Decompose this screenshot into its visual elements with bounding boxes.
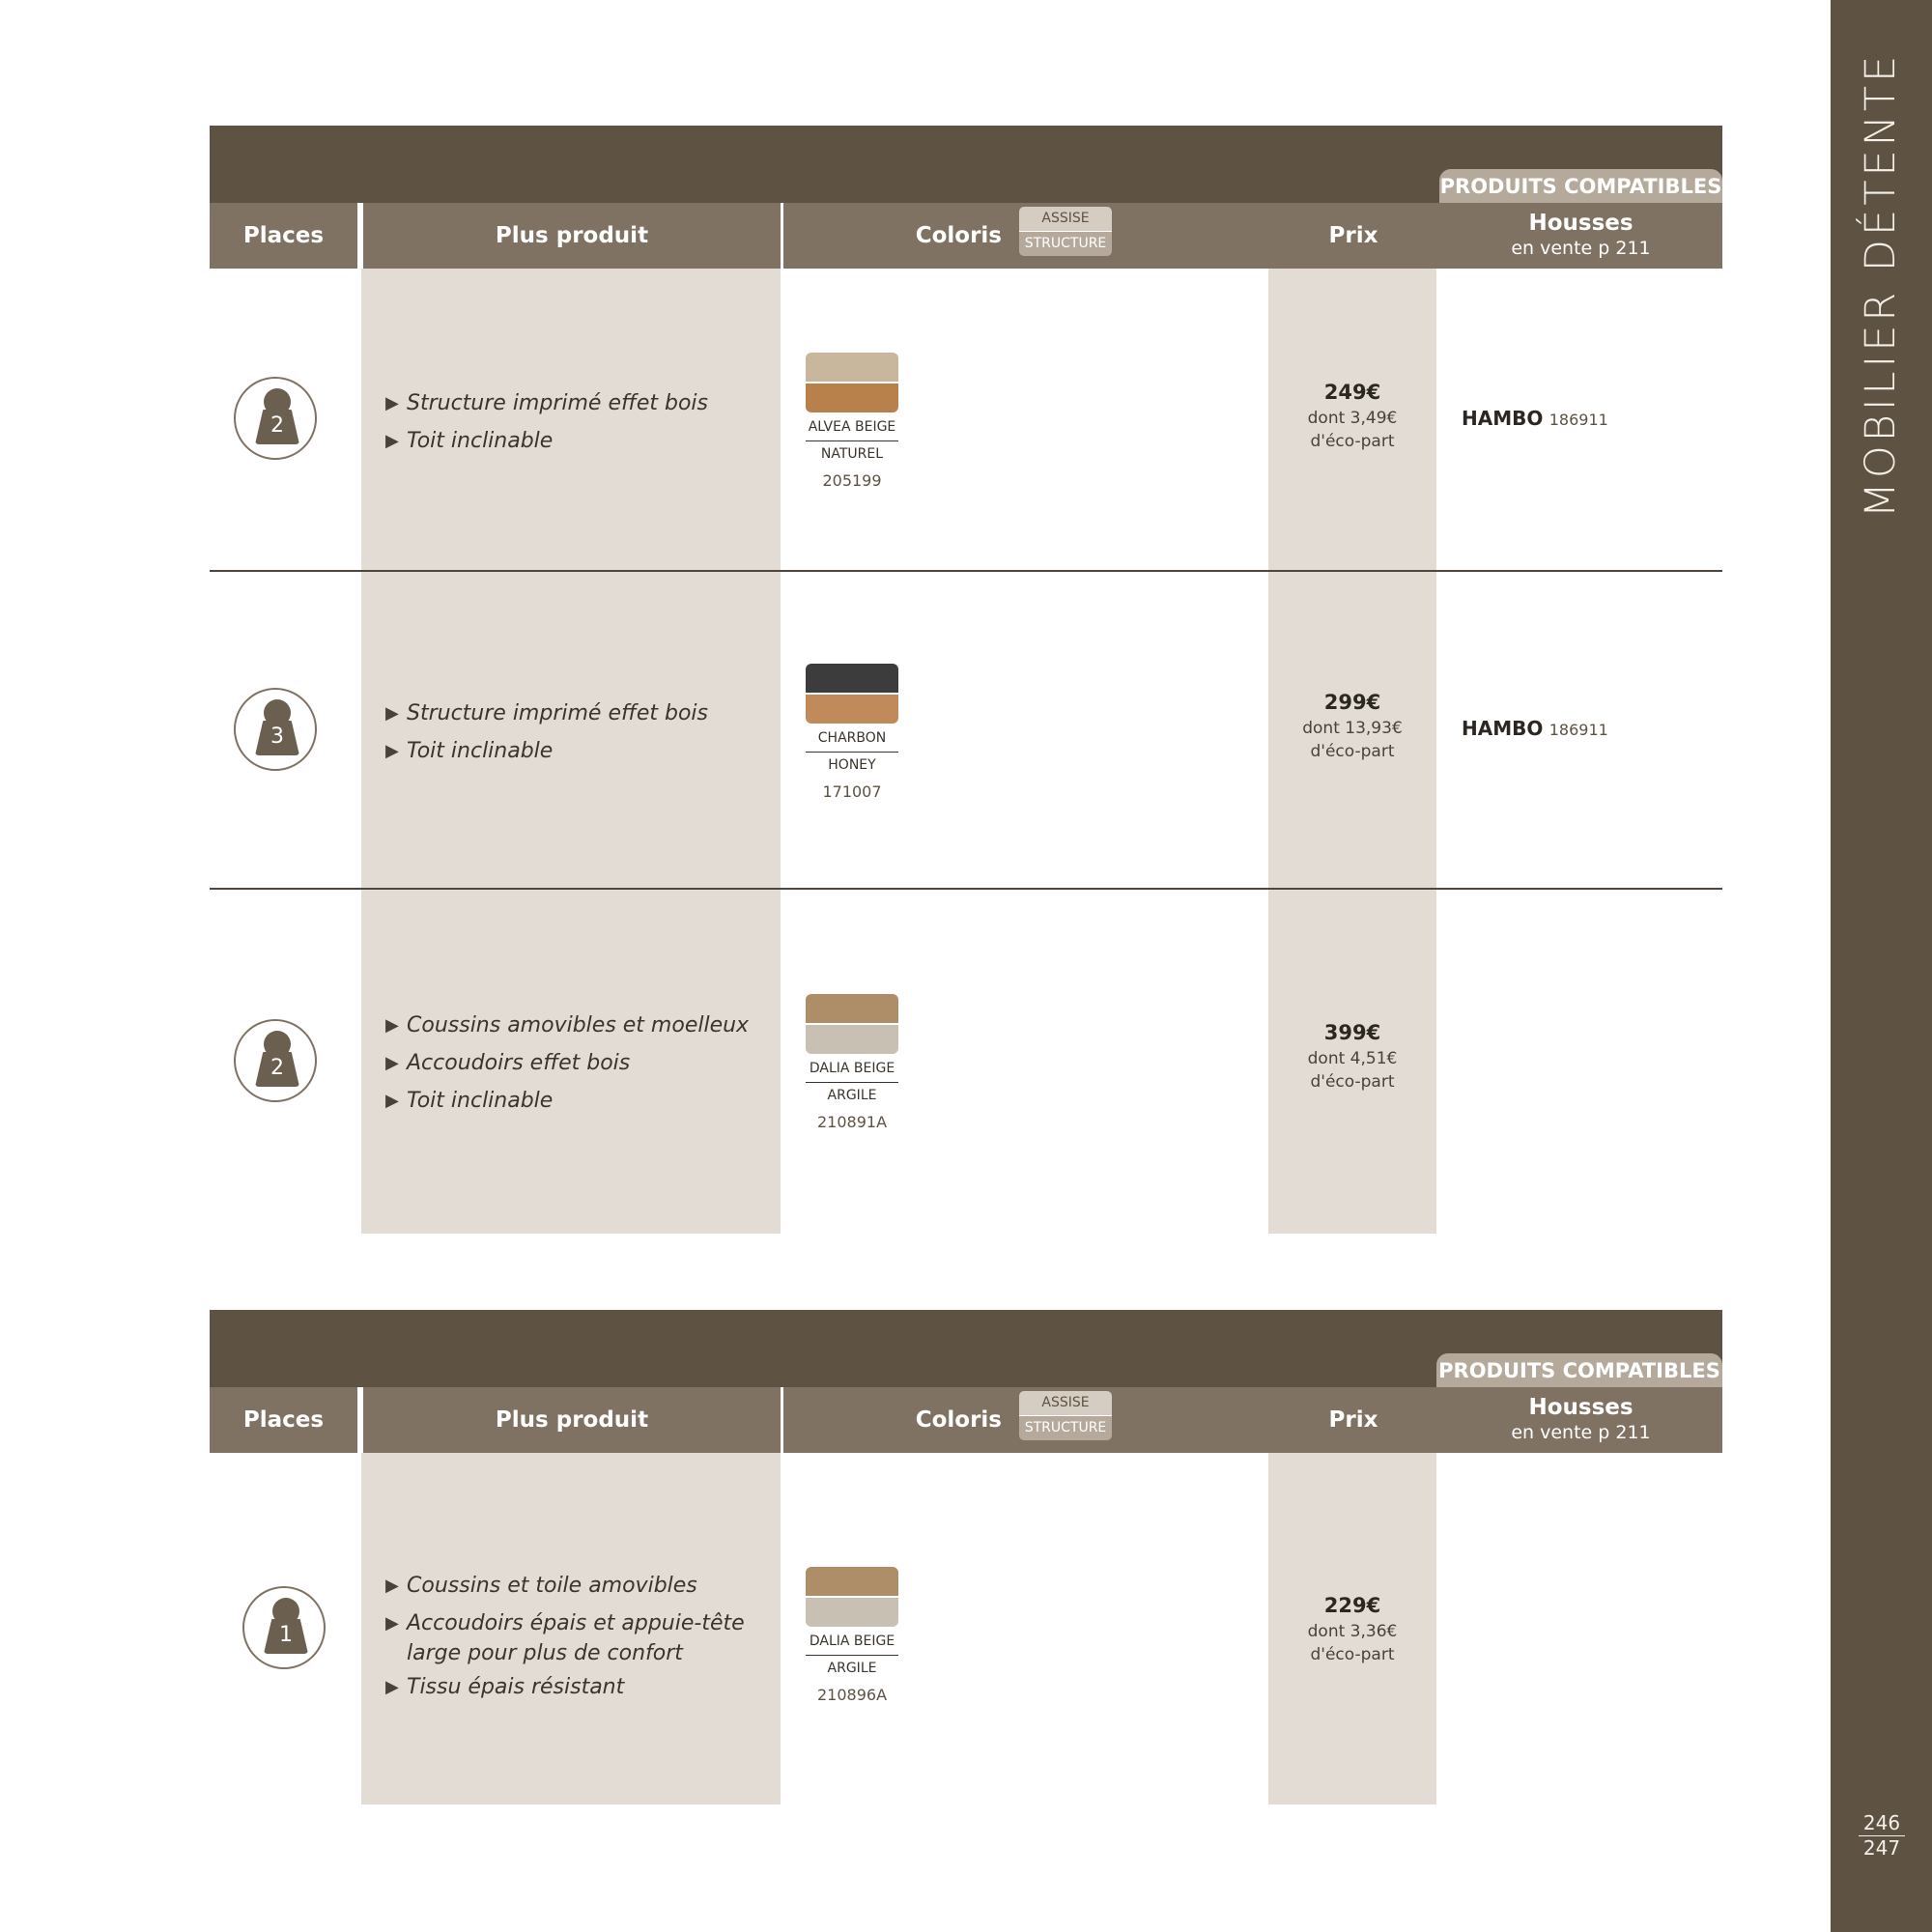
feature-list (385, 695, 708, 770)
places-person-icon (234, 1019, 317, 1102)
coloris-legend (1019, 1391, 1112, 1440)
feature-list (385, 384, 708, 460)
feature-item: ▶ Coussins amovibles et moelleux (385, 1007, 749, 1044)
swatch-structure-name: ARGILE (827, 1661, 877, 1676)
feature-item: ▶ Toit inclinable (385, 732, 708, 770)
header-housses (1439, 1387, 1722, 1453)
header-housses-title: Housses (1528, 211, 1634, 236)
feature-item: ▶ Accoudoirs épais et appuie-tête (385, 1608, 745, 1638)
feature-item: ▶ Coussins et toile amovibles (385, 1567, 745, 1605)
price-amount: 399€ (1323, 1021, 1381, 1044)
price-cell (1268, 1591, 1436, 1666)
compatible-product-name: HAMBO (1462, 407, 1544, 430)
price-cell (1268, 688, 1436, 763)
feature-item: ▶ Toit inclinable (385, 422, 708, 460)
coloris-legend-structure: STRUCTURE (1019, 232, 1112, 256)
places-count: 2 (270, 413, 284, 438)
header-places: Places (210, 1387, 357, 1453)
page-number-right: 247 (1862, 1836, 1901, 1860)
compatible-product-ref: 186911 (1548, 411, 1608, 429)
swatch-structure-name: HONEY (828, 757, 876, 773)
header-coloris-label: Coloris (915, 223, 1002, 248)
table-row (210, 269, 1722, 571)
swatch-code: 210891A (816, 1113, 888, 1131)
swatch-assise-name: ALVEA BEIGE (806, 414, 898, 441)
feature-item-continuation: large pour plus de confort (407, 1641, 683, 1665)
section-title: MOBILIER DÉTENTE (1857, 51, 1905, 519)
header-places: Places (210, 203, 357, 269)
header-housses-title: Housses (1528, 1395, 1634, 1420)
header-housses (1439, 203, 1722, 269)
header-prix: Prix (1271, 1387, 1435, 1453)
product-table-1 (210, 126, 1722, 1236)
header-plus-produit: Plus produit (363, 203, 781, 269)
eco-part-line2: d'éco-part (1310, 1072, 1395, 1092)
swatch-label (806, 1056, 898, 1135)
compatible-product-name: HAMBO (1462, 717, 1544, 740)
places-person-icon (242, 1586, 326, 1669)
coloris-legend-assise: ASSISE (1019, 207, 1112, 232)
header-plus-produit: Plus produit (363, 1387, 781, 1453)
eco-part-line2: d'éco-part (1310, 742, 1395, 761)
swatch-structure-name: NATUREL (820, 446, 884, 462)
page-numbers (1855, 1812, 1909, 1860)
eco-part-line1: dont 13,93€ (1302, 719, 1403, 738)
price-amount: 249€ (1323, 381, 1381, 404)
feature-list (385, 1567, 745, 1706)
compatible-products-tab: PRODUITS COMPATIBLES (1436, 1353, 1722, 1388)
coloris-legend-structure: STRUCTURE (1019, 1416, 1112, 1440)
eco-part-line1: dont 4,51€ (1307, 1049, 1398, 1068)
feature-item: ▶ Toit inclinable (385, 1082, 749, 1120)
places-person-icon (234, 688, 317, 771)
compatible-product (1462, 717, 1608, 740)
table-row (210, 572, 1722, 890)
color-swatch (806, 1567, 898, 1627)
swatch-assise-name: CHARBON (806, 725, 898, 753)
swatch-code: 171007 (822, 782, 882, 801)
header-housses-sub: en vente p 211 (1511, 238, 1651, 259)
eco-part-line1: dont 3,36€ (1307, 1622, 1398, 1641)
page-number-left: 246 (1862, 1811, 1901, 1834)
color-swatch (806, 994, 898, 1054)
swatch-structure-name: ARGILE (827, 1088, 877, 1103)
feature-list (385, 1007, 749, 1120)
table-row (210, 890, 1722, 1234)
header-housses-sub: en vente p 211 (1511, 1422, 1651, 1443)
feature-item: ▶ Tissu épais résistant (385, 1668, 745, 1706)
feature-item: ▶ Structure imprimé effet bois (385, 695, 708, 732)
feature-item: ▶ Accoudoirs effet bois (385, 1044, 749, 1082)
swatch-label (806, 1629, 898, 1708)
swatch-code: 210896A (816, 1686, 888, 1704)
places-person-icon (234, 377, 317, 460)
eco-part-line2: d'éco-part (1310, 432, 1395, 451)
swatch-label (806, 725, 898, 805)
compatible-products-tab: PRODUITS COMPATIBLES (1439, 169, 1722, 204)
price-cell (1268, 378, 1436, 453)
swatch-assise-name: DALIA BEIGE (806, 1056, 898, 1083)
swatch-code: 205199 (822, 471, 882, 490)
swatch-label (806, 414, 898, 494)
eco-part-line1: dont 3,49€ (1307, 409, 1398, 428)
table-body (210, 269, 1722, 1235)
compatible-product (1462, 407, 1608, 430)
product-table-2 (210, 1310, 1722, 1812)
places-count: 2 (270, 1056, 284, 1080)
places-count: 3 (270, 724, 284, 749)
coloris-legend-assise: ASSISE (1019, 1391, 1112, 1416)
compatible-product-ref: 186911 (1548, 721, 1608, 739)
header-prix: Prix (1271, 203, 1435, 269)
color-swatch (806, 664, 898, 724)
eco-part-line2: d'éco-part (1310, 1645, 1395, 1664)
coloris-legend (1019, 207, 1112, 256)
header-coloris-label: Coloris (915, 1407, 1002, 1433)
price-amount: 229€ (1323, 1594, 1381, 1617)
table-body (210, 1453, 1722, 1812)
swatch-assise-name: DALIA BEIGE (806, 1629, 898, 1656)
places-count: 1 (279, 1623, 293, 1647)
feature-item: ▶ Structure imprimé effet bois (385, 384, 708, 422)
table-row (210, 1453, 1722, 1804)
price-cell (1268, 1018, 1436, 1094)
price-amount: 299€ (1323, 691, 1381, 714)
color-swatch (806, 353, 898, 412)
